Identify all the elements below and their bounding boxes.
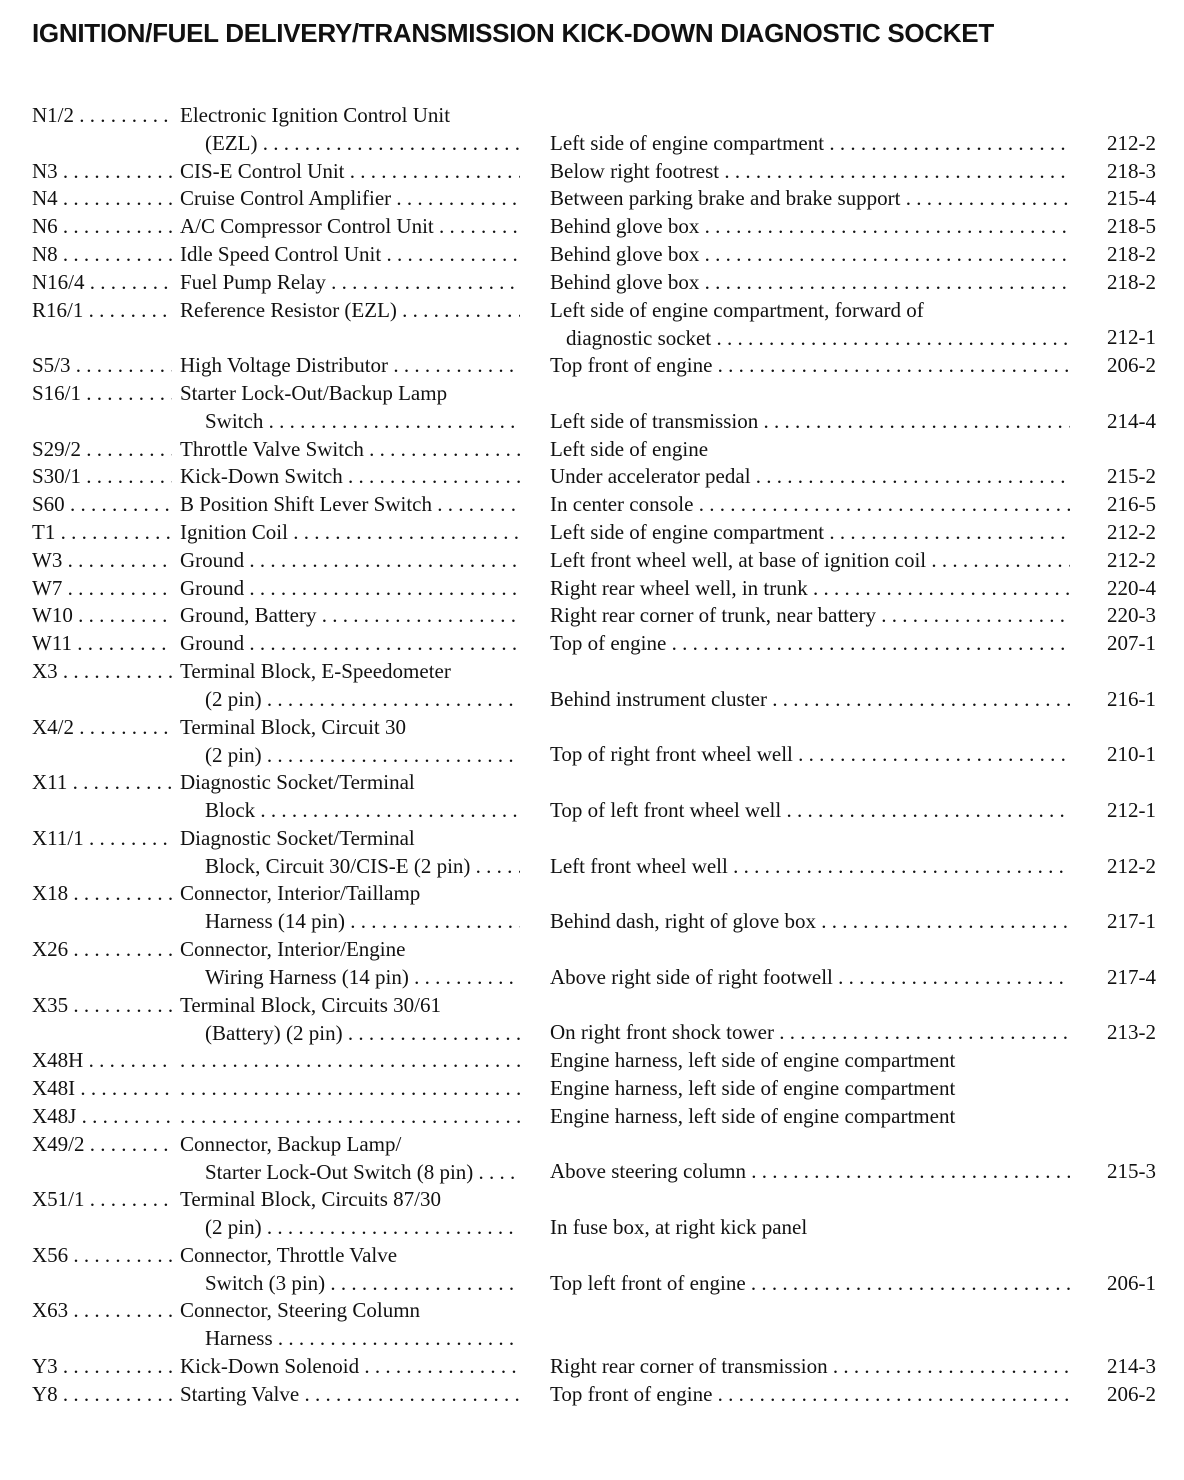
component-code-text: S60 [32,492,65,517]
table-row [0,991,1184,1047]
component-name-line: Cruise Control Amplifier [180,186,392,211]
table-row [0,1046,1184,1074]
component-location-line: In center console [550,492,694,517]
component-name-line: Harness [205,1326,273,1351]
component-name-line: Fuel Pump Relay [180,269,326,294]
table-row [0,1352,1184,1380]
page-reference: 214-3 [1107,1354,1156,1378]
component-name-line: Ground [180,631,245,656]
component-code [32,824,172,852]
page-reference: 207-1 [1107,631,1156,656]
component-name-line: Ground, Battery [180,603,317,628]
component-code-text: T1 [32,520,56,544]
component-name-line: Connector, Interior/Engine [180,937,406,961]
component-code-text: N4 [32,186,58,211]
component-code-text: N8 [32,242,58,266]
component-name [180,657,520,713]
component-name-line: Terminal Block, Circuits 87/30 [180,1187,441,1212]
component-name [180,157,520,185]
component-name [180,824,520,880]
component-name [180,768,520,824]
component-code [32,462,172,490]
component-location-line: Behind instrument cluster [550,686,767,711]
table-row [0,1130,1184,1186]
component-name [180,490,520,518]
component-location-line: Left side of engine compartment [550,520,825,544]
component-location-line: Engine harness, left side of engine compartment [550,1076,956,1100]
component-location-line: Under accelerator pedal [550,464,751,489]
component-name [180,184,520,212]
table-row [0,657,1184,713]
page-reference: 218-3 [1107,158,1156,183]
component-location [550,546,1070,574]
table-row [0,184,1184,212]
component-name [180,1046,520,1074]
component-code [32,768,172,796]
component-code [32,101,172,129]
component-location [550,296,1070,352]
page-reference: 212-1 [1107,325,1156,350]
component-name-line: Diagnostic Socket/Terminal [180,825,415,850]
component-location [550,1074,1070,1102]
table-row [0,1241,1184,1297]
component-code [32,379,172,407]
component-code [32,1296,172,1324]
component-code [32,1185,172,1213]
component-code-text: X49/2 [32,1131,85,1156]
component-name [180,574,520,602]
component-code [32,268,172,296]
component-location [550,907,1070,935]
page-reference: 215-2 [1107,464,1156,489]
table-row [0,490,1184,518]
component-code-text: X4/2 [32,714,74,739]
component-location-line: Above steering column [550,1159,746,1184]
page-reference: 220-3 [1107,603,1156,628]
page-reference: 212-1 [1107,797,1156,822]
component-location-line: Top of right front wheel well [550,742,793,767]
component-name-line: Block [205,798,256,823]
component-location-line: In fuse box, at right kick panel [550,1214,808,1239]
component-location [550,351,1070,379]
component-location [550,462,1070,490]
component-location [550,852,1070,880]
component-location [550,601,1070,629]
table-row [0,518,1184,546]
component-code-text: W7 [32,575,63,600]
component-code [32,1102,172,1130]
component-name-line: Starter Lock-Out/Backup Lamp [180,381,448,405]
component-location [550,1380,1070,1408]
component-location-line: Engine harness, left side of engine compartment [550,1048,956,1073]
component-location [550,1352,1070,1380]
table-row [0,546,1184,574]
component-name [180,518,520,546]
component-name-line: Switch [205,409,264,433]
component-location-line: Behind glove box [550,269,700,294]
component-code [32,296,172,324]
component-name-line: Electronic Ignition Control Unit [180,103,451,127]
component-location-line: Right rear wheel well, in trunk [550,575,808,600]
page-reference: 218-2 [1107,242,1156,266]
component-code [32,184,172,212]
component-name [180,879,520,935]
component-location-line: Top front of engine [550,1381,713,1406]
component-name [180,1380,520,1408]
component-name [180,101,520,157]
component-location [550,574,1070,602]
component-name [180,296,520,324]
component-location [550,212,1070,240]
table-row [0,713,1184,769]
component-location-line: diagnostic socket [566,325,712,350]
table-row [0,768,1184,824]
table-row [0,462,1184,490]
table-row [0,879,1184,935]
component-code [32,518,172,546]
component-location-line: Left side of engine compartment, forward of [550,297,924,322]
component-location-line: Behind glove box [550,242,700,266]
component-location-line: Top of left front wheel well [550,797,782,822]
component-code-text: X63 [32,1298,69,1323]
component-location [550,629,1070,657]
table-row [0,601,1184,629]
component-code [32,991,172,1019]
component-name-line: (EZL) [205,131,258,155]
component-code [32,1241,172,1269]
component-code [32,435,172,463]
page-reference: 213-2 [1107,1020,1156,1045]
component-location [550,963,1070,991]
component-name-line: Terminal Block, E-Speedometer [180,659,451,683]
table-row [0,574,1184,602]
component-location [550,407,1070,435]
component-code-text: N6 [32,214,58,239]
component-code [32,1352,172,1380]
component-name-line: Harness (14 pin) [205,909,345,934]
component-location-line: Right rear corner of transmission [550,1354,828,1378]
component-location [550,1046,1070,1074]
component-code [32,240,172,268]
table-row [0,379,1184,435]
component-location-line: Right rear corner of trunk, near battery [550,603,876,628]
component-code-text: R16/1 [32,297,84,322]
component-location [550,1157,1070,1185]
component-code [32,351,172,379]
component-name-line: (2 pin) [205,1215,262,1240]
component-name [180,1352,520,1380]
table-row [0,1296,1184,1352]
table-row [0,296,1184,352]
component-code-text: X56 [32,1242,69,1267]
component-code [32,601,172,629]
component-name-line: Ground [180,575,245,600]
component-code-text: S16/1 [32,381,82,405]
component-code-text: Y3 [32,1354,58,1378]
component-code [32,935,172,963]
component-name-line: (Battery) (2 pin) [205,1020,343,1045]
component-name [180,991,520,1047]
component-code-text: X51/1 [32,1187,85,1212]
component-location-line: On right front shock tower [550,1020,774,1045]
component-location-line: Above right side of right footwell [550,964,833,989]
component-name-line: (2 pin) [205,687,262,711]
component-name [180,601,520,629]
component-name-line: Throttle Valve Switch [180,436,364,461]
component-code-text: N16/4 [32,269,85,294]
component-location [550,1324,1070,1352]
table-row [0,1185,1184,1241]
component-code [32,713,172,741]
component-name-line: A/C Compressor Control Unit [180,214,434,239]
table-row [0,824,1184,880]
component-name-line: Connector, Interior/Taillamp [180,881,421,906]
component-name-line: Starting Valve [180,1381,300,1406]
component-name [180,435,520,463]
component-code [32,490,172,518]
component-code-text: W3 [32,547,63,572]
component-code-text: X3 [32,659,58,683]
component-code-text: S5/3 [32,353,71,378]
component-name-line: Ignition Coil [180,520,288,544]
component-name-line: (2 pin) [205,742,262,767]
page-reference: 214-4 [1107,408,1156,433]
page-reference: 212-2 [1107,520,1156,544]
component-code-text: X48J [32,1103,77,1128]
component-name-line: Connector, Backup Lamp/ [180,1131,402,1156]
component-location [550,518,1070,546]
page-reference: 206-2 [1107,353,1156,378]
component-code-text: X35 [32,992,69,1017]
component-location [550,1269,1070,1297]
page-reference: 212-2 [1107,547,1156,572]
component-name-line: High Voltage Distributor [180,353,389,378]
component-name [180,379,520,435]
table-row [0,240,1184,268]
component-location-line: Left front wheel well, at base of ignition coil [550,547,927,572]
component-code [32,546,172,574]
component-location-line: Behind dash, right of glove box [550,909,816,934]
page-reference: 218-5 [1107,214,1156,239]
component-name [180,1130,520,1186]
component-location [550,490,1070,518]
component-code-text: S29/2 [32,436,82,461]
component-location [550,740,1070,768]
component-location-line: Left side of transmission [550,408,759,433]
page-reference: 220-4 [1107,575,1156,600]
table-row [0,1074,1184,1102]
component-code [32,574,172,602]
table-row [0,212,1184,240]
page-reference: 216-1 [1107,686,1156,711]
component-name [180,1241,520,1297]
page-reference: 206-1 [1107,1270,1156,1295]
page-reference: 215-4 [1107,186,1156,211]
component-code-text: X26 [32,937,69,961]
component-location [550,157,1070,185]
component-name-line: Wiring Harness (14 pin) [205,965,409,989]
component-name-line: Connector, Throttle Valve [180,1242,398,1267]
table-row [0,101,1184,157]
component-name [180,546,520,574]
page-reference: 215-3 [1107,1159,1156,1184]
component-location [550,1213,1070,1241]
page-reference: 206-2 [1107,1381,1156,1406]
component-location-line: Between parking brake and brake support [550,186,901,211]
component-code-text: X18 [32,881,69,906]
component-code [32,1380,172,1408]
component-name [180,935,520,991]
component-name-line: Switch (3 pin) [205,1270,326,1295]
table-row [0,351,1184,379]
page-title: IGNITION/FUEL DELIVERY/TRANSMISSION KICK-DOWN DIAGNOSTIC SOCKET [32,18,994,48]
page-reference: 218-2 [1107,269,1156,294]
component-location [550,129,1070,157]
page-reference: 210-1 [1107,742,1156,767]
component-name [180,212,520,240]
component-name [180,1296,520,1352]
component-code-text: X48H [32,1048,84,1073]
component-location [550,1018,1070,1046]
component-name [180,351,520,379]
component-code [32,879,172,907]
component-location [550,240,1070,268]
component-name-line: B Position Shift Lever Switch [180,492,432,517]
table-row [0,157,1184,185]
table-row [0,629,1184,657]
table-row [0,1380,1184,1408]
component-name [180,240,520,268]
component-location-line: Left side of engine compartment [550,130,825,155]
component-code-text: W10 [32,603,73,628]
component-name-line: Block, Circuit 30/CIS-E (2 pin) [205,853,471,878]
component-code-text: X48I [32,1076,76,1100]
page-reference: 212-2 [1107,853,1156,878]
component-code [32,1046,172,1074]
component-name-line: Diagnostic Socket/Terminal [180,770,415,795]
component-name-line: Idle Speed Control Unit [180,242,382,266]
component-name-line: Connector, Steering Column [180,1298,421,1323]
component-location [550,268,1070,296]
component-code-text: X11 [32,770,68,795]
component-location [550,685,1070,713]
component-location [550,796,1070,824]
component-location [550,435,1070,463]
table-row [0,935,1184,991]
component-code-text: S30/1 [32,464,82,489]
component-name [180,462,520,490]
component-location [550,1102,1070,1130]
component-location-line: Engine harness, left side of engine compartment [550,1103,956,1128]
component-name-line: Terminal Block, Circuit 30 [180,714,406,739]
page-reference: 212-2 [1107,130,1156,155]
component-name [180,629,520,657]
component-location [550,184,1070,212]
page-reference: 217-1 [1107,909,1156,934]
component-location-line: Below right footrest [550,158,720,183]
component-name-line: Starter Lock-Out Switch (8 pin) [205,1159,474,1184]
component-location-line: Top of engine [550,631,667,656]
table-row [0,1102,1184,1130]
component-name [180,1074,520,1102]
component-code [32,657,172,685]
component-location-line: Top front of engine [550,353,713,378]
component-location-line: Top left front of engine [550,1270,746,1295]
component-code [32,1130,172,1158]
component-code-text: W11 [32,631,73,656]
component-location-line: Left front wheel well [550,853,728,878]
table-row [0,268,1184,296]
component-location-line: Left side of engine [550,436,709,461]
component-name-line: Terminal Block, Circuits 30/61 [180,992,441,1017]
component-code-text: X11/1 [32,825,84,850]
component-code-text: N1/2 [32,103,74,127]
component-code [32,157,172,185]
table-row [0,435,1184,463]
component-code-text: N3 [32,158,58,183]
component-location-line: Behind glove box [550,214,700,239]
component-name-line: Reference Resistor (EZL) [180,297,397,322]
component-code-text: Y8 [32,1381,58,1406]
component-name [180,268,520,296]
component-code [32,212,172,240]
page-reference: 216-5 [1107,492,1156,517]
component-name-line: Ground [180,547,245,572]
component-name-line: CIS-E Control Unit [180,158,345,183]
component-code [32,629,172,657]
component-name [180,713,520,769]
component-name-line: Kick-Down Solenoid [180,1354,360,1378]
component-name-line: Kick-Down Switch [180,464,343,489]
page-reference: 217-4 [1107,964,1156,989]
component-name [180,1185,520,1241]
component-code [32,1074,172,1102]
component-name [180,1102,520,1130]
